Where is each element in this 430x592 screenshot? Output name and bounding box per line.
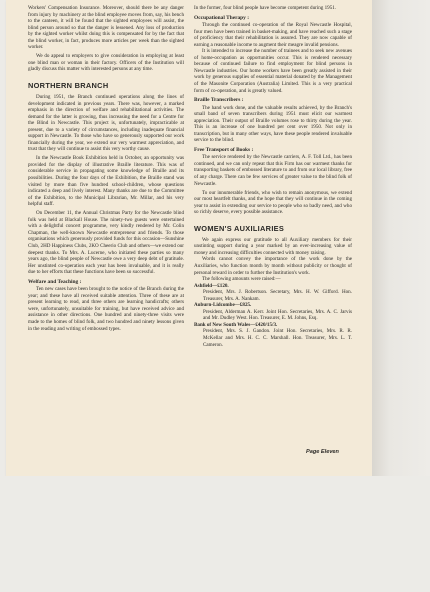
auxiliary-officers: President, Mrs. S. J. Gandon. Joint Hon. Secretaries, Mrs. R. R. McKellar and Mrs. H. C. C. Marshall. Hon. Treasurer, Mrs. L. T. Cameron. — [203, 328, 352, 348]
intro-paragraph-2: We do appeal to employers to give consideration in employing at least one blind man or woman in their factory. Officers of the Institution will gladly discuss this matter with interested persons at any time. — [28, 53, 184, 73]
northern-paragraph-2: In the Newcastle Book Exhibition held in October, an opportunity was provided for the display of illustrative Braille literature. This was of considerable service in propagating some knowledge of Braille and its possibilities. During the four days of the Exhibition, the Braille stand was visited by more than five hundred school-children, whose questions indicated a deep and lively interest. Many thanks are due to the Committee of the Exhibition, to the Municipal Librarian, Mr. Millar, and his very helpful staff. — [28, 155, 184, 208]
auxiliary-name: Bank of New South Wales — [194, 321, 251, 328]
amounts-intro: The following amounts were raised:— — [202, 276, 281, 283]
auxiliary-officers: President, Mrs. J. Robertson. Secretary, Mrs. H. W. Gifford. Hon. Treasurer, Mrs. A. Nankam. — [203, 289, 352, 302]
left-column — [28, 5, 184, 332]
welfare-heading: Welfare and Teaching : — [28, 278, 82, 285]
document-page — [6, 0, 372, 476]
welfare-paragraph: Ten new cases have been brought to the notice of the Branch during the year; and these have all received suitable attention. Three of these are at present learning to read, and three others are learning handicrafts; others were, unfortunately, unsuitable for training, but have received advice and assistance in other directions. One hundred and ninety-three visits were made to the homes of blind folk, and two hundred and ninety lessons given in the reading and writing of embossed types. — [28, 286, 184, 332]
womens-auxiliaries-heading: WOMEN'S AUXILIARIES — [194, 223, 285, 233]
occupational-paragraph-2: It is intended to increase the number of trainees and to seek new avenues of home-occupation as opportunities occur. This is rendered necessary because of continued failure to find employment for blind persons in Newcastle industries. Our home workers have been greatly assisted in their work by generous supplies of essential material donated by the Management of the Masonite Corporation (Australia) Limited. This is a very practical form of co-operation, and is greatly valued. — [194, 48, 352, 94]
right-column — [194, 5, 352, 348]
auxiliary-entry-bank-nsw: Bank of New South Wales—£420/15/3. — [194, 321, 278, 328]
intro-paragraph-1: Workers' Compensation Insurance. Moreover, should there be any danger from injury by machinery at the blind employee moves from, say, his bench to the canteen, it will be found that the sighted employees will assist, the blind person around so that the danger is lessened. Any loss of production by the sighted worker whilst doing this is compensated for by the fact that the blind worker, in fact, produces more articles per week than the sighted worker. — [28, 5, 184, 51]
top-paragraph: In the former, four blind people have become competent during 1951. — [194, 5, 337, 11]
auxiliaries-paragraph-2: Words cannot convey the importance of the work done by the Auxiliaries, who function month by month without publicity or thought of personal reward in order to further the Institution's work. — [194, 256, 352, 276]
braille-paragraph: The hand work done, and the valuable results achieved, by the Branch's small band of seven transcribers during 1951 must elicit our warmest appreciation. Their output of Braille volumes rose to thirty during the year. This is an increase of one hundred per cent over 1950. Not only in transcription, but in many other ways, have these people rendered invaluable service to the blind. — [194, 104, 352, 144]
auxiliary-entry-ashfield: Ashfield—£120. — [194, 282, 229, 289]
transport-paragraph-1: The service rendered by the Newcastle carriers, A. F. Toll Ltd., has been continued, and we can only repeat that this Firm has our warmest thanks for transporting baskets of embossed literature to and from our local library, free of any charge. There can be few services of greater value to the blind folk of Newcastle. — [194, 154, 352, 187]
auxiliary-amount: £120. — [217, 282, 229, 289]
auxiliary-entry-auburn-lidcombe: Auburn-Lidcombe—£825. — [194, 302, 252, 309]
free-transport-heading: Free Transport of Books : — [194, 146, 254, 153]
page-number: Page Eleven — [306, 449, 339, 455]
northern-paragraph-3: On December 11, the Annual Christmas Party for the Newcastle blind folk was held at Blackall House. The ninety-two guests were entertained with a delightful concert programme, very kindly rendered by Mr. Colin Chapman, the well-known Newcastle entrepreneur and friends. To those organisations which generously provided funds for this occasion—Sunshine Club, 2HD Happiness Clubs, 2KO Cheerio Club and others—we extend our deepest thanks. To Mrs. A. Lucerne, who initiated these parties so many years ago, the blind people of Newcastle owe a very deep debt of gratitude. Her unstinted co-operation each year has been invaluable, and it is really due to her efforts that these functions have been so successful. — [28, 210, 184, 276]
auxiliaries-paragraph-1: We again express our gratitude to all Auxiliary members for their unstinting support during a year marked by an ever-increasing value of money and increasing difficulties connected with money raising. — [194, 236, 352, 256]
northern-branch-heading: NORTHERN BRANCH — [28, 80, 109, 90]
page-fold-shadow — [372, 0, 430, 476]
auxiliary-amount: £420/15/3. — [255, 321, 278, 328]
occupational-paragraph-1: Through the continued co-operation of the Royal Newcastle Hospital, four men have been trained in basket-making, and have reached such a stage of proficiency that their rehabilitation is assured. They are now capable of earning a reasonable income to augment their meagre invalid pensions. — [194, 22, 352, 48]
auxiliary-amount: £825. — [239, 302, 252, 309]
auxiliary-name: Auburn-Lidcombe — [194, 302, 235, 309]
auxiliary-name: Ashfield — [194, 282, 213, 289]
background-surface — [0, 476, 430, 592]
occupational-therapy-heading: Occupational Therapy : — [194, 14, 250, 21]
auxiliary-officers: President, Alderman A. Kerr. Joint Hon. Secretaries, Mrs. A. C. Jarvis and Mr. Dudley West. Hon. Treasurer, E. M. Johns, Esq. — [203, 308, 352, 322]
transport-paragraph-2: To our innumerable friends, who wish to remain anonymous, we extend our most heartfelt thanks, and the hope that they will continue in the coming year to assist in extending our service to people who so badly need, and who so richly deserve, every possible assistance. — [194, 189, 352, 216]
northern-paragraph-1: During 1951, the Branch continued operations along the lines of development indicated in previous years. There was, however, a marked emphasis in the direction of welfare and rehabilitational activities. The demand for the latter is growing, thus increasing the need for a Centre for the Blind in Newcastle. This project is, unfortunately, impracticable at present, due to a variety of circumstances, including inadequate financial support in Newcastle. To those who have so generously supported our work financially during the year, we extend our very warmest appreciation, and trust that they will continue to assist this very worthy cause. — [28, 93, 184, 153]
braille-transcribers-heading: Braille Transcribers : — [194, 97, 244, 104]
